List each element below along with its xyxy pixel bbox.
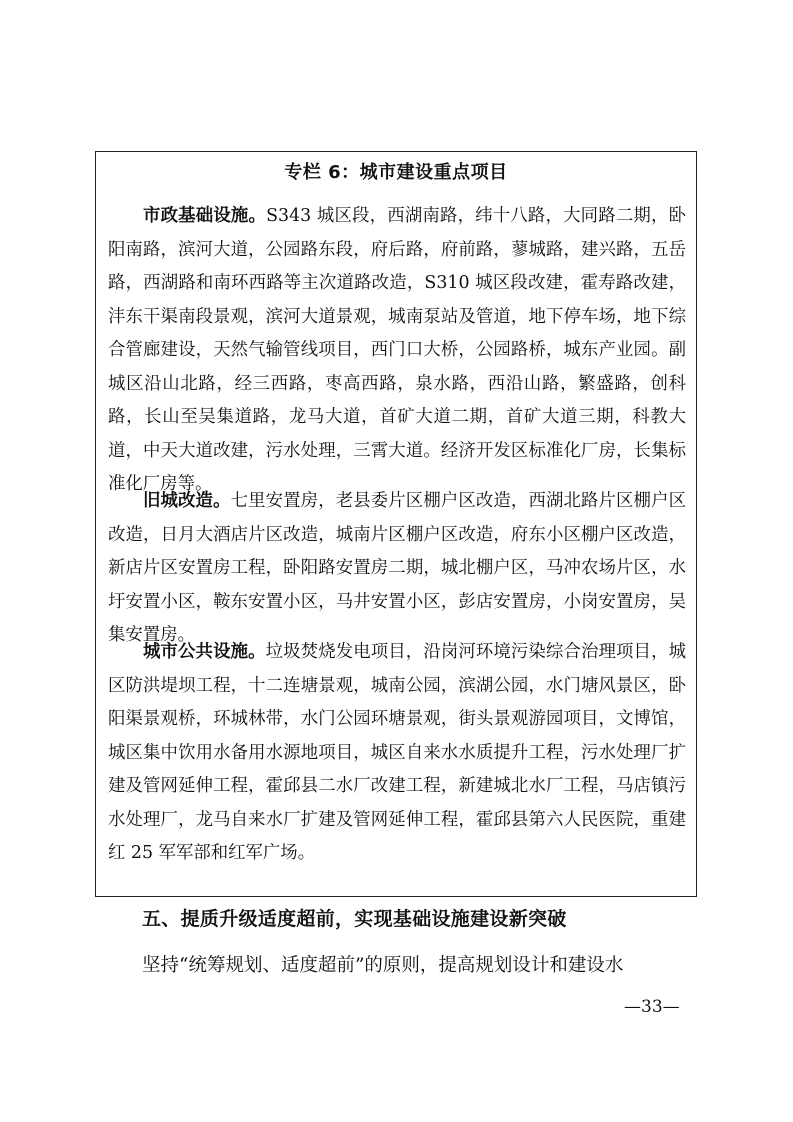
section-public-facilities: [108, 636, 686, 871]
section-lead: 市政基础设施。: [143, 206, 267, 226]
section-text: 垃圾焚烧发电项目，沿岗河环境污染综合治理项目，城区防洪堤坝工程，十二连塘景观，城南公园，滨湖公园，水门塘风景区，卧阳渠景观桥，环城林带，水门公园环塘景观，街头景观游园项目，文博馆，城区集中饮用水备用水源地项目，城区自来水水质提升工程，污水处理厂扩建及管网延伸工程，霍邱县二水厂改建工程，新建城北水厂工程，马店镇污水处理厂，龙马自来水厂扩建及管网延伸工程，霍邱县第六人民医院，重建红 25 军军部和红军广场。: [108, 642, 686, 863]
project-box: [95, 151, 697, 897]
section-municipal-infrastructure: [108, 200, 686, 502]
section-text: S343 城区段，西湖南路，纬十八路，大同路二期，卧阳南路，滨河大道，公园路东段，府后路，府前路，蓼城路，建兴路，五岳路，西湖路和南环西路等主次道路改造，S310 城区段改建，霍寿路改建，沣东干渠南段景观，滨河大道景观，城南泵站及管道，地下停车场，地下综合管廊建设，天然气输管线项目，西门口大桥，公园路桥，城东产业园。副城区沿山北路，经三西路，枣高西路，泉水路，西沿山路，繁盛路，创科路，长山至吴集道路，龙马大道，首矿大道二期，首矿大道三期，科教大道，中天大道改建，污水处理，三霄大道。经济开发区标准化厂房，长集标准化厂房等。: [108, 206, 686, 494]
section-lead: 旧城改造。: [143, 491, 231, 511]
body-paragraph: 坚持“统筹规划、适度超前”的原则，提高规划设计和建设水: [142, 955, 624, 976]
section-old-city-renovation: [108, 485, 686, 653]
section-lead: 城市公共设施。: [143, 642, 266, 662]
box-title: 专栏 6：城市建设重点项目: [284, 162, 508, 183]
page-number: —33—: [624, 997, 680, 1017]
section-text: 七里安置房，老县委片区棚户区改造，西湖北路片区棚户区改造，日月大酒店片区改造，城南片区棚户区改造，府东小区棚户区改造，新店片区安置房工程，卧阳路安置房二期，城北棚户区，马冲农场片区，水圩安置小区，鞍东安置小区，马井安置小区，彭店安置房，小岗安置房，吴集安置房。: [108, 491, 686, 645]
section-heading: 五、提质升级适度超前，实现基础设施建设新突破: [142, 908, 567, 930]
